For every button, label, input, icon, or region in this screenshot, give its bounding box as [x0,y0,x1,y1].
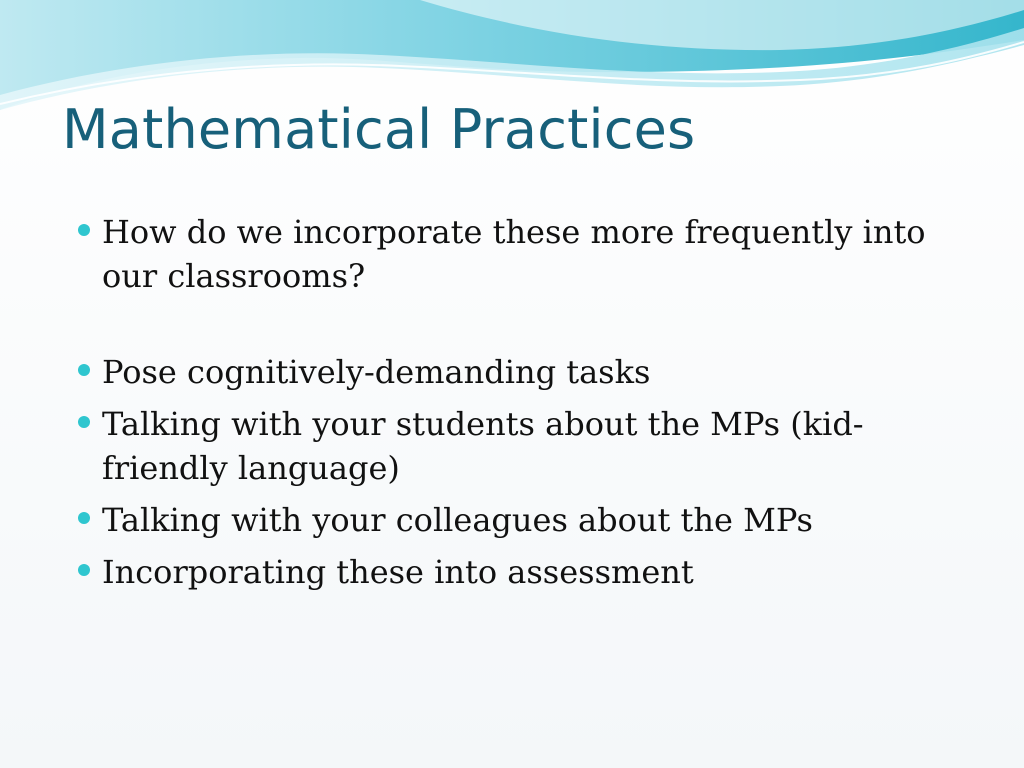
bullet-item [76,498,976,542]
bullet-list [76,210,976,602]
bullet-text: Incorporating these into assessment [102,553,694,591]
bullet-marker-icon [78,512,90,524]
bullet-text: Pose cognitively-demanding tasks [102,353,651,391]
bullet-item [76,402,976,490]
bullet-item [76,210,976,298]
bullet-marker-icon [78,224,90,236]
bullet-marker-icon [78,416,90,428]
bullet-item [76,550,976,594]
bullet-marker-icon [78,564,90,576]
bullet-text: How do we incorporate these more frequently into our classrooms? [102,213,926,295]
bullet-marker-icon [78,364,90,376]
slide-title: Mathematical Practices [62,98,696,161]
bullet-text: Talking with your students about the MPs (kid-friendly language) [102,405,864,487]
bullet-item [76,350,976,394]
bullet-text: Talking with your colleagues about the MPs [102,501,813,539]
